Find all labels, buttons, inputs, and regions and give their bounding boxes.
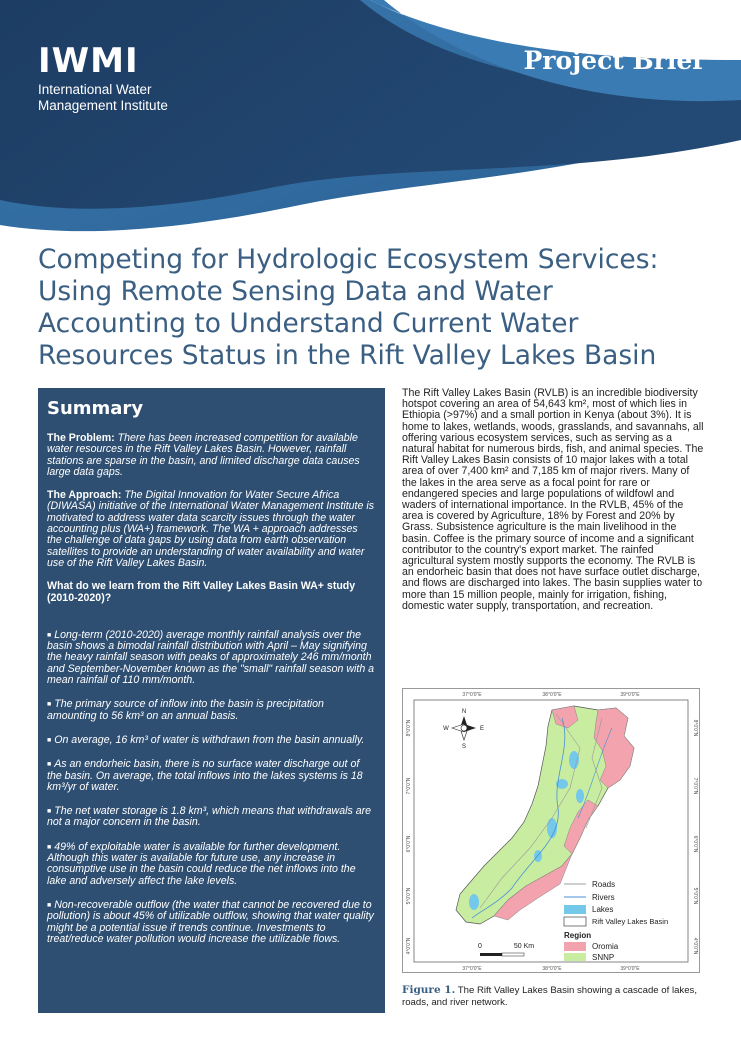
- org-name-line-2: Management Institute: [38, 98, 168, 113]
- lake: [576, 789, 584, 803]
- top-tick-label: 37°0'0"E: [462, 692, 482, 698]
- legend-rivers: Rivers: [592, 893, 615, 902]
- legend-lakes: Lakes: [592, 905, 614, 914]
- right-tick-label: 4°0'0"N: [692, 937, 698, 955]
- document-type: Project Brief: [523, 46, 703, 75]
- compass-e-label: E: [479, 726, 485, 732]
- problem-text: There has been increased competition for available water resources in the Rift Valley Lakes Basin. However, rainfall stations are sparse in the basin, and limited discharge data causes large data gaps.: [47, 432, 360, 478]
- figure-caption: [402, 984, 702, 1009]
- list-item: ■ The net water storage is 1.8 km³, which means that withdrawals are not a major concern in the basin.: [47, 805, 372, 829]
- basin-map-svg: [402, 688, 700, 973]
- org-name-line-1: International Water: [38, 82, 152, 97]
- lakes-swatch: [564, 905, 586, 914]
- problem-lead: The Problem:: [47, 432, 115, 444]
- figure-label: Figure 1.: [402, 984, 456, 996]
- snnp-swatch: [564, 953, 586, 961]
- right-tick-label: 8°0'0"N: [692, 719, 698, 737]
- compass-s-label: S: [461, 744, 467, 750]
- left-tick-label: 7°0'0"N: [406, 777, 412, 795]
- summary-question: What do we learn from the Rift Valley Lakes Basin WA+ study (2010-2020)?: [47, 580, 356, 604]
- lake: [469, 894, 479, 910]
- page-title: Competing for Hydrologic Ecosystem Services: Using Remote Sensing Data and Water Accounting to Understand Current Water Resources Status in the Rift Valley Lakes Basin: [38, 244, 659, 371]
- bullet-square-icon: ■: [47, 736, 52, 744]
- bullet-square-icon: ■: [47, 631, 52, 639]
- scale-zero-label: 0: [478, 943, 482, 950]
- iwmi-logo: [38, 41, 168, 114]
- approach-text: The Digital Innovation for Water Secure Africa (DIWASA) initiative of the International Water Management Institute is motivated to address water data scarcity issues through the water accounting plus (WA+) framework. The WA + approach addresses the challenge of data gaps by using data from earth observation satellites to provide an understanding of water availability and water use of the Rift Valley Lakes Basin.: [47, 489, 374, 569]
- list-item: ■ Long-term (2010-2020) average monthly rainfall analysis over the basin shows a bimodal rainfall distribution with April – May signifying the heavy rainfall season with peaks of approximately 246 mm/month and September-November known as the "small" rainfall season with a mean rainfall of 110 mm/month.: [47, 628, 375, 687]
- left-tick-label: 6°0'0"N: [406, 835, 412, 853]
- scale-km-label: 50 Km: [513, 943, 535, 950]
- bottom-tick-label: 38°0'0"E: [542, 966, 562, 972]
- bullet-square-icon: ■: [47, 843, 52, 851]
- problem-paragraph: [47, 433, 375, 478]
- bottom-tick-label: 39°0'0"E: [620, 966, 640, 972]
- header-wave-graphic: [0, 0, 741, 240]
- figure-caption-text: The Rift Valley Lakes Basin showing a cascade of lakes, roads, and river network.: [402, 985, 698, 1008]
- legend-region-heading: Region: [564, 931, 592, 940]
- summary-bullets: [47, 630, 375, 945]
- left-tick-label: 5°0'0"N: [406, 887, 412, 905]
- top-tick-label: 39°0'0"E: [620, 692, 640, 698]
- legend-oromia: Oromia: [592, 942, 619, 951]
- approach-paragraph: [47, 490, 375, 569]
- right-tick-label: 7°0'0"N: [692, 777, 698, 795]
- left-tick-label: 8°0'0"N: [406, 719, 412, 737]
- bottom-tick-label: 37°0'0"E: [462, 966, 482, 972]
- lake: [569, 751, 579, 769]
- intro-paragraph: The Rift Valley Lakes Basin (RVLB) is an incredible biodiversity hotspot covering an area of 54,643 km², most of which lies in Ethiopia (>97%) and a small portion in Kenya (about 3%). It is home to lakes, wetlands, woods, grasslands, and savannahs, all offering various ecosystem services, such as serving as a natural habitat for numerous birds, fish, and animal species. The Rift Valley Lakes Basin consists of 10 major lakes with a total area of over 7,400 km² and 7,185 km of major rivers. Many of the lakes in the area serve as a focal point for rare or endangered species and large populations of wildfowl and waders of international importance. In the RVLB, 45% of the area is covered by Agriculture, 18% by Forest and 20% by Grass. Subsistence agriculture is the main livelihood in the basin. Coffee is the primary source of income and a significant contributor to the country's export market. The rainfed agricultural system mostly supports the economy. The RVLB is an endorheic basin that does not have surface outlet discharge, and flows are discharged into lakes. The basin supplies water to more than 15 million people, mainly for irrigation, fishing, domestic water supply, transportation, and recreation.: [402, 387, 704, 612]
- right-tick-label: 6°0'0"N: [692, 835, 698, 853]
- legend-snnp: SNNP: [592, 953, 615, 962]
- summary-heading: Summary: [47, 398, 144, 419]
- bullet-square-icon: ■: [47, 701, 52, 709]
- logo-mark: IWMI: [38, 41, 139, 81]
- basin-map: [402, 688, 700, 973]
- header-banner: [0, 0, 741, 240]
- basin-swatch: [564, 917, 586, 926]
- list-item: ■ The primary source of inflow into the basin is precipitation amounting to 56 km³ on an annual basis.: [47, 698, 324, 722]
- right-tick-label: 5°0'0"N: [692, 887, 698, 905]
- oromia-swatch: [564, 942, 586, 951]
- list-item: ■ As an endorheic basin, there is no surface water discharge out of the basin. On average, the total inflows into the lakes systems is 18 km³/yr of water.: [47, 758, 363, 793]
- summary-box: [38, 388, 385, 1013]
- approach-lead: The Approach:: [47, 489, 122, 502]
- top-tick-label: 38°0'0"E: [542, 692, 562, 698]
- compass-n-label: N: [461, 709, 467, 715]
- legend-basin: Rift Valley Lakes Basin: [592, 917, 669, 926]
- list-item: ■ Non-recoverable outflow (the water that cannot be recovered due to pollution) is about 45% of utilizable outflow, showing that water quality might be a potential issue if trends continue. Investments to treat/reduce water pollution would increase the utilizable flows.: [47, 898, 374, 945]
- bullet-square-icon: ■: [47, 761, 52, 769]
- left-tick-label: 4°0'0"N: [406, 937, 412, 955]
- legend-roads: Roads: [592, 880, 616, 889]
- list-item: ■ On average, 16 km³ of water is withdrawn from the basin annually.: [47, 733, 365, 746]
- bullet-square-icon: ■: [47, 901, 52, 909]
- compass-w-label: W: [443, 726, 449, 732]
- list-item: ■ 49% of exploitable water is available for further development. Although this water is available for future use, any increase in consumptive use in the basin could reduce the net inflows into the lake and adversely affect the lake levels.: [47, 840, 356, 887]
- bullet-square-icon: ■: [47, 808, 52, 816]
